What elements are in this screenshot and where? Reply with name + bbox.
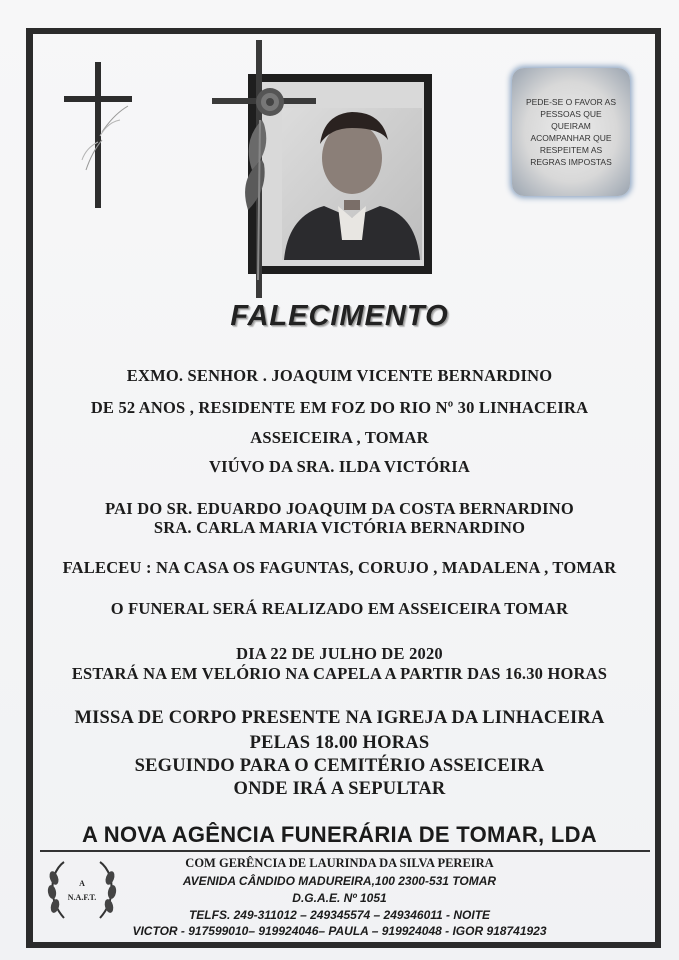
- logo-letters-bottom: N.A.F.T.: [67, 893, 97, 902]
- mass-line-4: ONDE IRÁ A SEPULTAR: [233, 779, 446, 799]
- funeral-date: DIA 22 DE JULHO DE 2020: [236, 644, 443, 663]
- mass-line-1: MISSA DE CORPO PRESENTE NA IGREJA DA LINHACEIRA: [74, 708, 605, 728]
- page-title: FALECIMENTO: [230, 300, 449, 332]
- deceased-locality: ASSEICEIRA , TOMAR: [250, 428, 429, 447]
- wake-line: ESTARÁ NA EM VELÓRIO NA CAPELA A PARTIR DAS 16.30 HORAS: [71, 664, 608, 683]
- logo-letter-top: A: [79, 879, 85, 888]
- death-place: FALECEU : NA CASA OS FAGUNTAS, CORUJO , MADALENA , TOMAR: [62, 558, 617, 577]
- agency-management: COM GERÊNCIA DE LAURINDA DA SILVA PEREIRA: [185, 856, 494, 870]
- children-line-1: PAI DO SR. EDUARDO JOAQUIM DA COSTA BERNARDINO: [105, 499, 574, 518]
- agency-address: AVENIDA CÂNDIDO MADUREIRA,100 2300-531 TOMAR: [182, 874, 497, 888]
- children-line-2: SRA. CARLA MARIA VICTÓRIA BERNARDINO: [153, 518, 526, 537]
- agency-contacts: VICTOR - 917599010– 919924046– PAULA – 919924048 - IGOR 918741923: [132, 924, 547, 938]
- agency-name: A NOVA AGÊNCIA FUNERÁRIA DE TOMAR, LDA: [82, 822, 597, 847]
- funeral-place: O FUNERAL SERÁ REALIZADO EM ASSEICEIRA TOMAR: [110, 599, 569, 618]
- mass-line-3: SEGUINDO PARA O CEMITÉRIO ASSEICEIRA: [134, 756, 545, 776]
- agency-phones: TELFS. 249-311012 – 249345574 – 249346011 - NOITE: [188, 908, 491, 922]
- agency-divider: [40, 850, 650, 852]
- mass-line-2: PELAS 18.00 HORAS: [249, 733, 430, 753]
- cross-icon: [62, 62, 134, 212]
- agency-dgae: D.G.A.E. Nº 1051: [292, 891, 387, 905]
- notice-text: PEDE-SE O FAVOR AS PESSOAS QUE QUEIRAM ACOMPANHAR QUE RESPEITEM AS REGRAS IMPOSTAS: [525, 97, 617, 167]
- deceased-spouse: VIÚVO DA SRA. ILDA VICTÓRIA: [208, 457, 471, 476]
- notice-box: [512, 68, 630, 196]
- portrait-photo: [212, 40, 434, 298]
- deceased-age-residence: DE 52 ANOS , RESIDENTE EM FOZ DO RIO Nº 30 LINHACEIRA: [90, 398, 589, 417]
- deceased-name: EXMO. SENHOR . JOAQUIM VICENTE BERNARDINO: [126, 366, 553, 385]
